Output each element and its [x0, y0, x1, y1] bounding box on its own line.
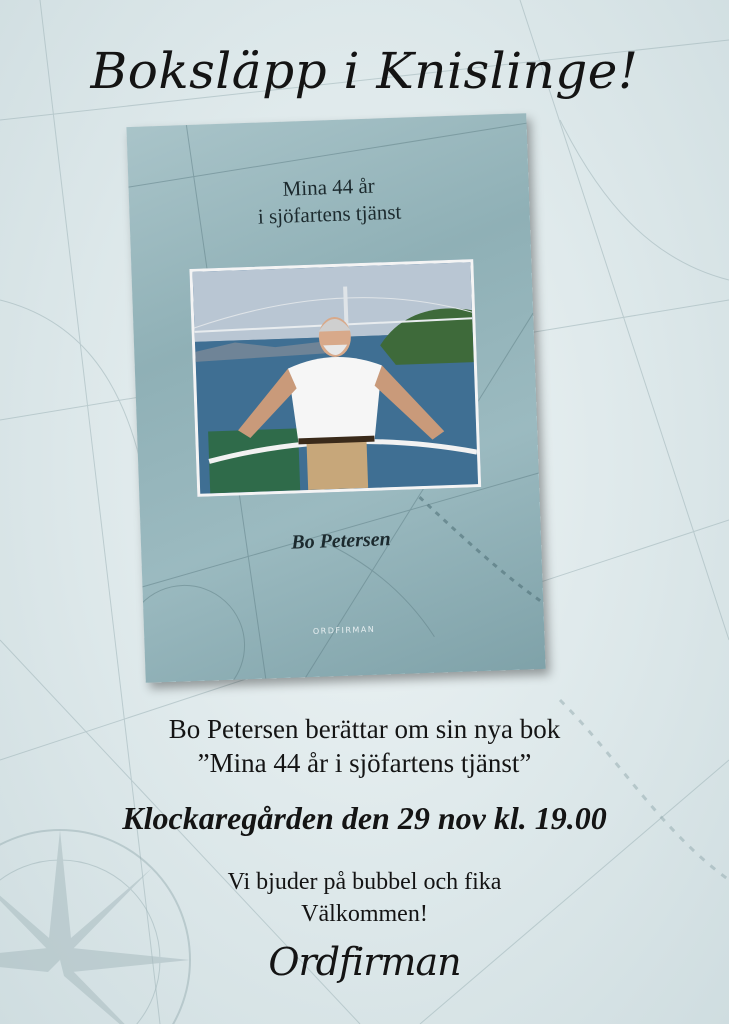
- book-title-line-1: Mina 44 år: [282, 173, 376, 201]
- page-title: Boksläpp i Knislinge!: [90, 42, 639, 100]
- author-photo: [189, 259, 481, 497]
- event-description-line-2: ”Mina 44 år i sjöfartens tjänst”: [197, 748, 532, 778]
- author-photo-image: [193, 262, 479, 494]
- event-venue-date: Klockaregården den 29 nov kl. 19.00: [122, 800, 607, 836]
- book-publisher: ORDFIRMAN: [312, 624, 376, 636]
- event-invitation: [0, 866, 729, 930]
- book-title-line-2: i sjöfartens tjänst: [257, 199, 402, 229]
- event-description-line-1: Bo Petersen berättar om sin nya bok: [168, 714, 561, 744]
- book-author: Bo Petersen: [290, 528, 392, 554]
- invitation-line-1: Vi bjuder på bubbel och fika: [227, 869, 502, 895]
- invitation-line-2: Välkommen!: [301, 901, 428, 927]
- book-cover: [126, 113, 545, 683]
- event-description: [0, 712, 729, 780]
- publisher-signature-logo: Ordfirman: [268, 940, 461, 984]
